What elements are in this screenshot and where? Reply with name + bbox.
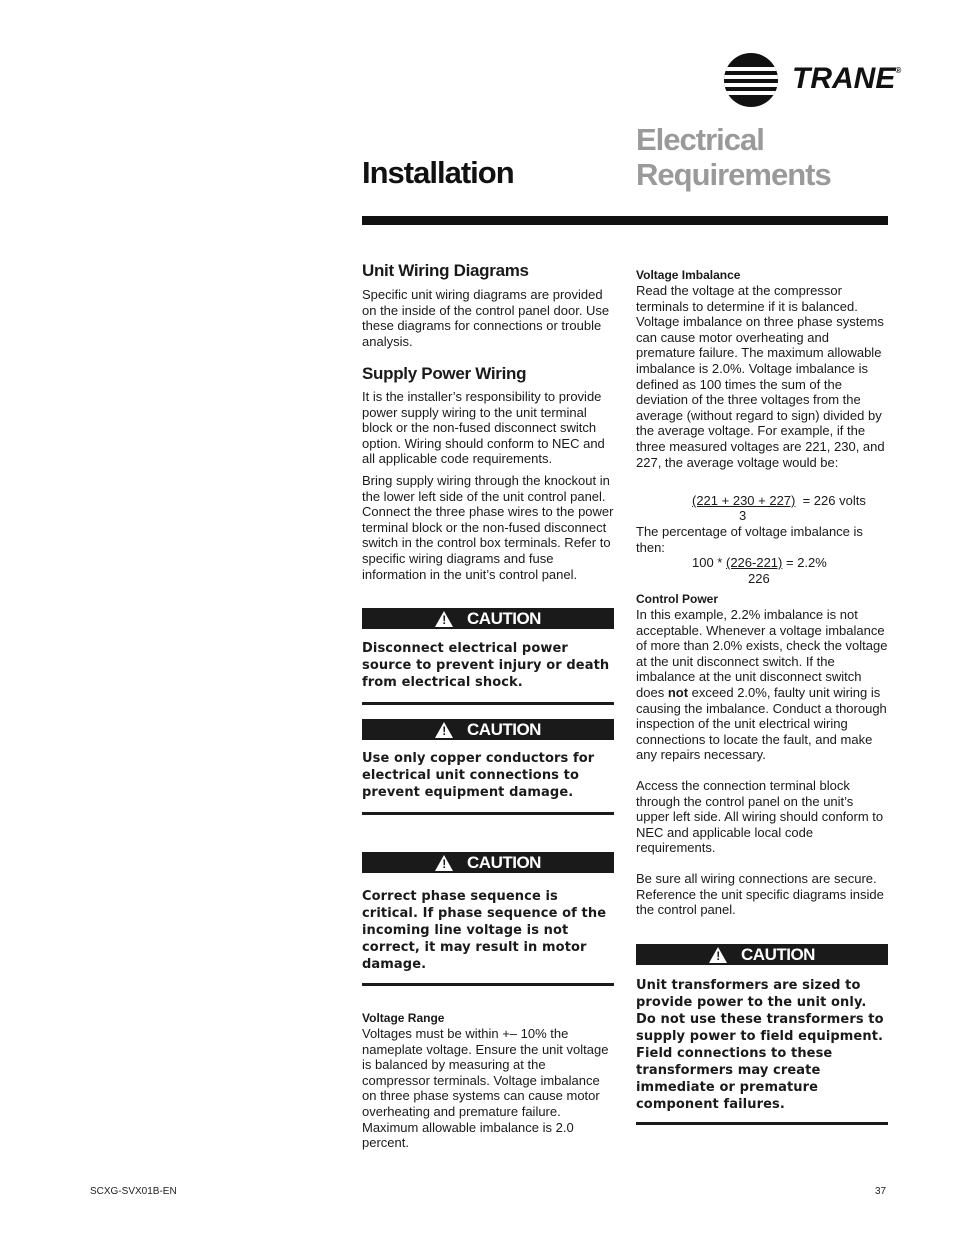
warning-icon: !: [709, 947, 727, 963]
supply-wiring-paragraph-1: It is the installer’s responsibility to provide power supply wiring to the unit terminal block or the non-fused disconnect switch option. Wiring should conform to NEC and all applicable code requirements.: [362, 389, 605, 467]
control-power-section: [636, 592, 888, 918]
secure-connections-text: Be sure all wiring connections are secure. Reference the unit specific diagrams inside the control panel.: [636, 870, 884, 918]
voltage-imbalance-body: Read the voltage at the compressor terminals to determine if it is balanced. Voltage imbalance on three phase systems can cause motor overheating and premature failure. The maximum allowable imbalance is 2.0%. Voltage imbalance is defined as 100 times the sum of the deviation of the three voltages from the average (without regard to sign) divided by the average voltage. For example, if the three measured voltages are 221, 230, and 227, the average voltage would be:: [636, 283, 885, 470]
average-formula: [692, 493, 866, 508]
percentage-formula-numerator: (226-221): [726, 555, 783, 570]
warning-icon: !: [435, 611, 453, 627]
access-terminal-text: Access the connection terminal block through the control panel on the unit’s upper left side. All wiring should conform to NEC and applicable local code requirements.: [636, 777, 884, 856]
caution-banner-2: ! CAUTION: [362, 719, 614, 740]
caution-banner-3: ! CAUTION: [362, 852, 614, 873]
percentage-formula-denominator: 226: [748, 571, 770, 586]
caution-text-3: Correct phase sequence is critical. If phase sequence of the incoming line voltage is not correct, it may result in motor damage.: [362, 889, 607, 972]
warning-icon: !: [435, 722, 453, 738]
document-id: SCXG-SVX01B-EN: [90, 1186, 177, 1197]
chapter-title: Electrical Requirements: [636, 122, 831, 192]
page-number: 37: [875, 1186, 887, 1197]
voltage-imbalance-heading: Voltage Imbalance: [636, 268, 741, 282]
caution-text-1: Disconnect electrical power source to prevent injury or death from electrical shock.: [362, 641, 610, 690]
average-formula-numerator: (221 + 230 + 227): [692, 493, 796, 508]
control-power-heading: Control Power: [636, 592, 719, 606]
percentage-formula: 100 * (226-221) = 2.2%: [692, 555, 827, 570]
caution-rule-3: [362, 983, 614, 986]
caution-rule-1: [362, 702, 614, 705]
unit-wiring-section: [362, 261, 614, 349]
voltage-imbalance-section: [636, 268, 888, 470]
supply-wiring-paragraph-2: Bring supply wiring through the knockout in the lower left side of the unit control panel. Connect the three phase wires to the power terminal block or the non-fused disconnect switch in the control box terminals. Refer to specific wiring diagrams and fuse information in the unit’s control panel.: [362, 472, 614, 582]
supply-wiring-heading: Supply Power Wiring: [362, 364, 527, 383]
average-formula-denominator: 3: [739, 508, 747, 523]
caution-rule-2: [362, 812, 614, 815]
percentage-formula-result: = 2.2%: [786, 555, 827, 570]
caution-text-2: Use only copper conductors for electrical unit connections to prevent equipment damage.: [362, 751, 595, 800]
trane-logo-icon: [724, 53, 778, 107]
control-power-body: In this example, 2.2% imbalance is not acceptable. Whenever a voltage imbalance of more than 2.0% exists, check the voltage at the unit disconnect switch. If the imbalance at the unit disconnect switch does not exceed 2.0%, faulty unit wiring is causing the imbalance. Conduct a thorough inspection of the unit electrical wiring connections to locate the fault, and make any repairs necessary.: [636, 607, 888, 763]
caution-text-4: Unit transformers are sized to provide power to the unit only. Do not use these transformers to supply power to field equipment. Field connections to these transformers may create immediate or premature component failures.: [636, 978, 884, 1112]
brand-logo-text: TRANE®: [792, 62, 902, 95]
warning-icon: !: [435, 855, 453, 871]
caution-rule-4: [636, 1122, 888, 1125]
supply-wiring-section: [362, 364, 614, 582]
section-title: Installation: [362, 155, 514, 190]
voltage-range-heading: Voltage Range: [362, 1011, 445, 1025]
unit-wiring-body: Specific unit wiring diagrams are provided on the inside of the control panel door. Use these diagrams for connections or trouble analysis.: [362, 287, 610, 349]
percentage-text: The percentage of voltage imbalance is then:: [636, 524, 863, 555]
unit-wiring-heading: Unit Wiring Diagrams: [362, 261, 529, 280]
caution-banner-1: ! CAUTION: [362, 608, 614, 629]
voltage-range-section: [362, 1011, 614, 1151]
voltage-range-body: Voltages must be within +– 10% the nameplate voltage. Ensure the unit voltage is balanced by measuring at the compressor terminals. Voltage imbalance on three phase systems can cause motor overheating and premature failure. Maximum allowable imbalance is 2.0 percent.: [362, 1026, 609, 1151]
average-formula-result: = 226 volts: [802, 493, 866, 508]
header-rule: [362, 216, 888, 225]
caution-banner-4: ! CAUTION: [636, 944, 888, 965]
